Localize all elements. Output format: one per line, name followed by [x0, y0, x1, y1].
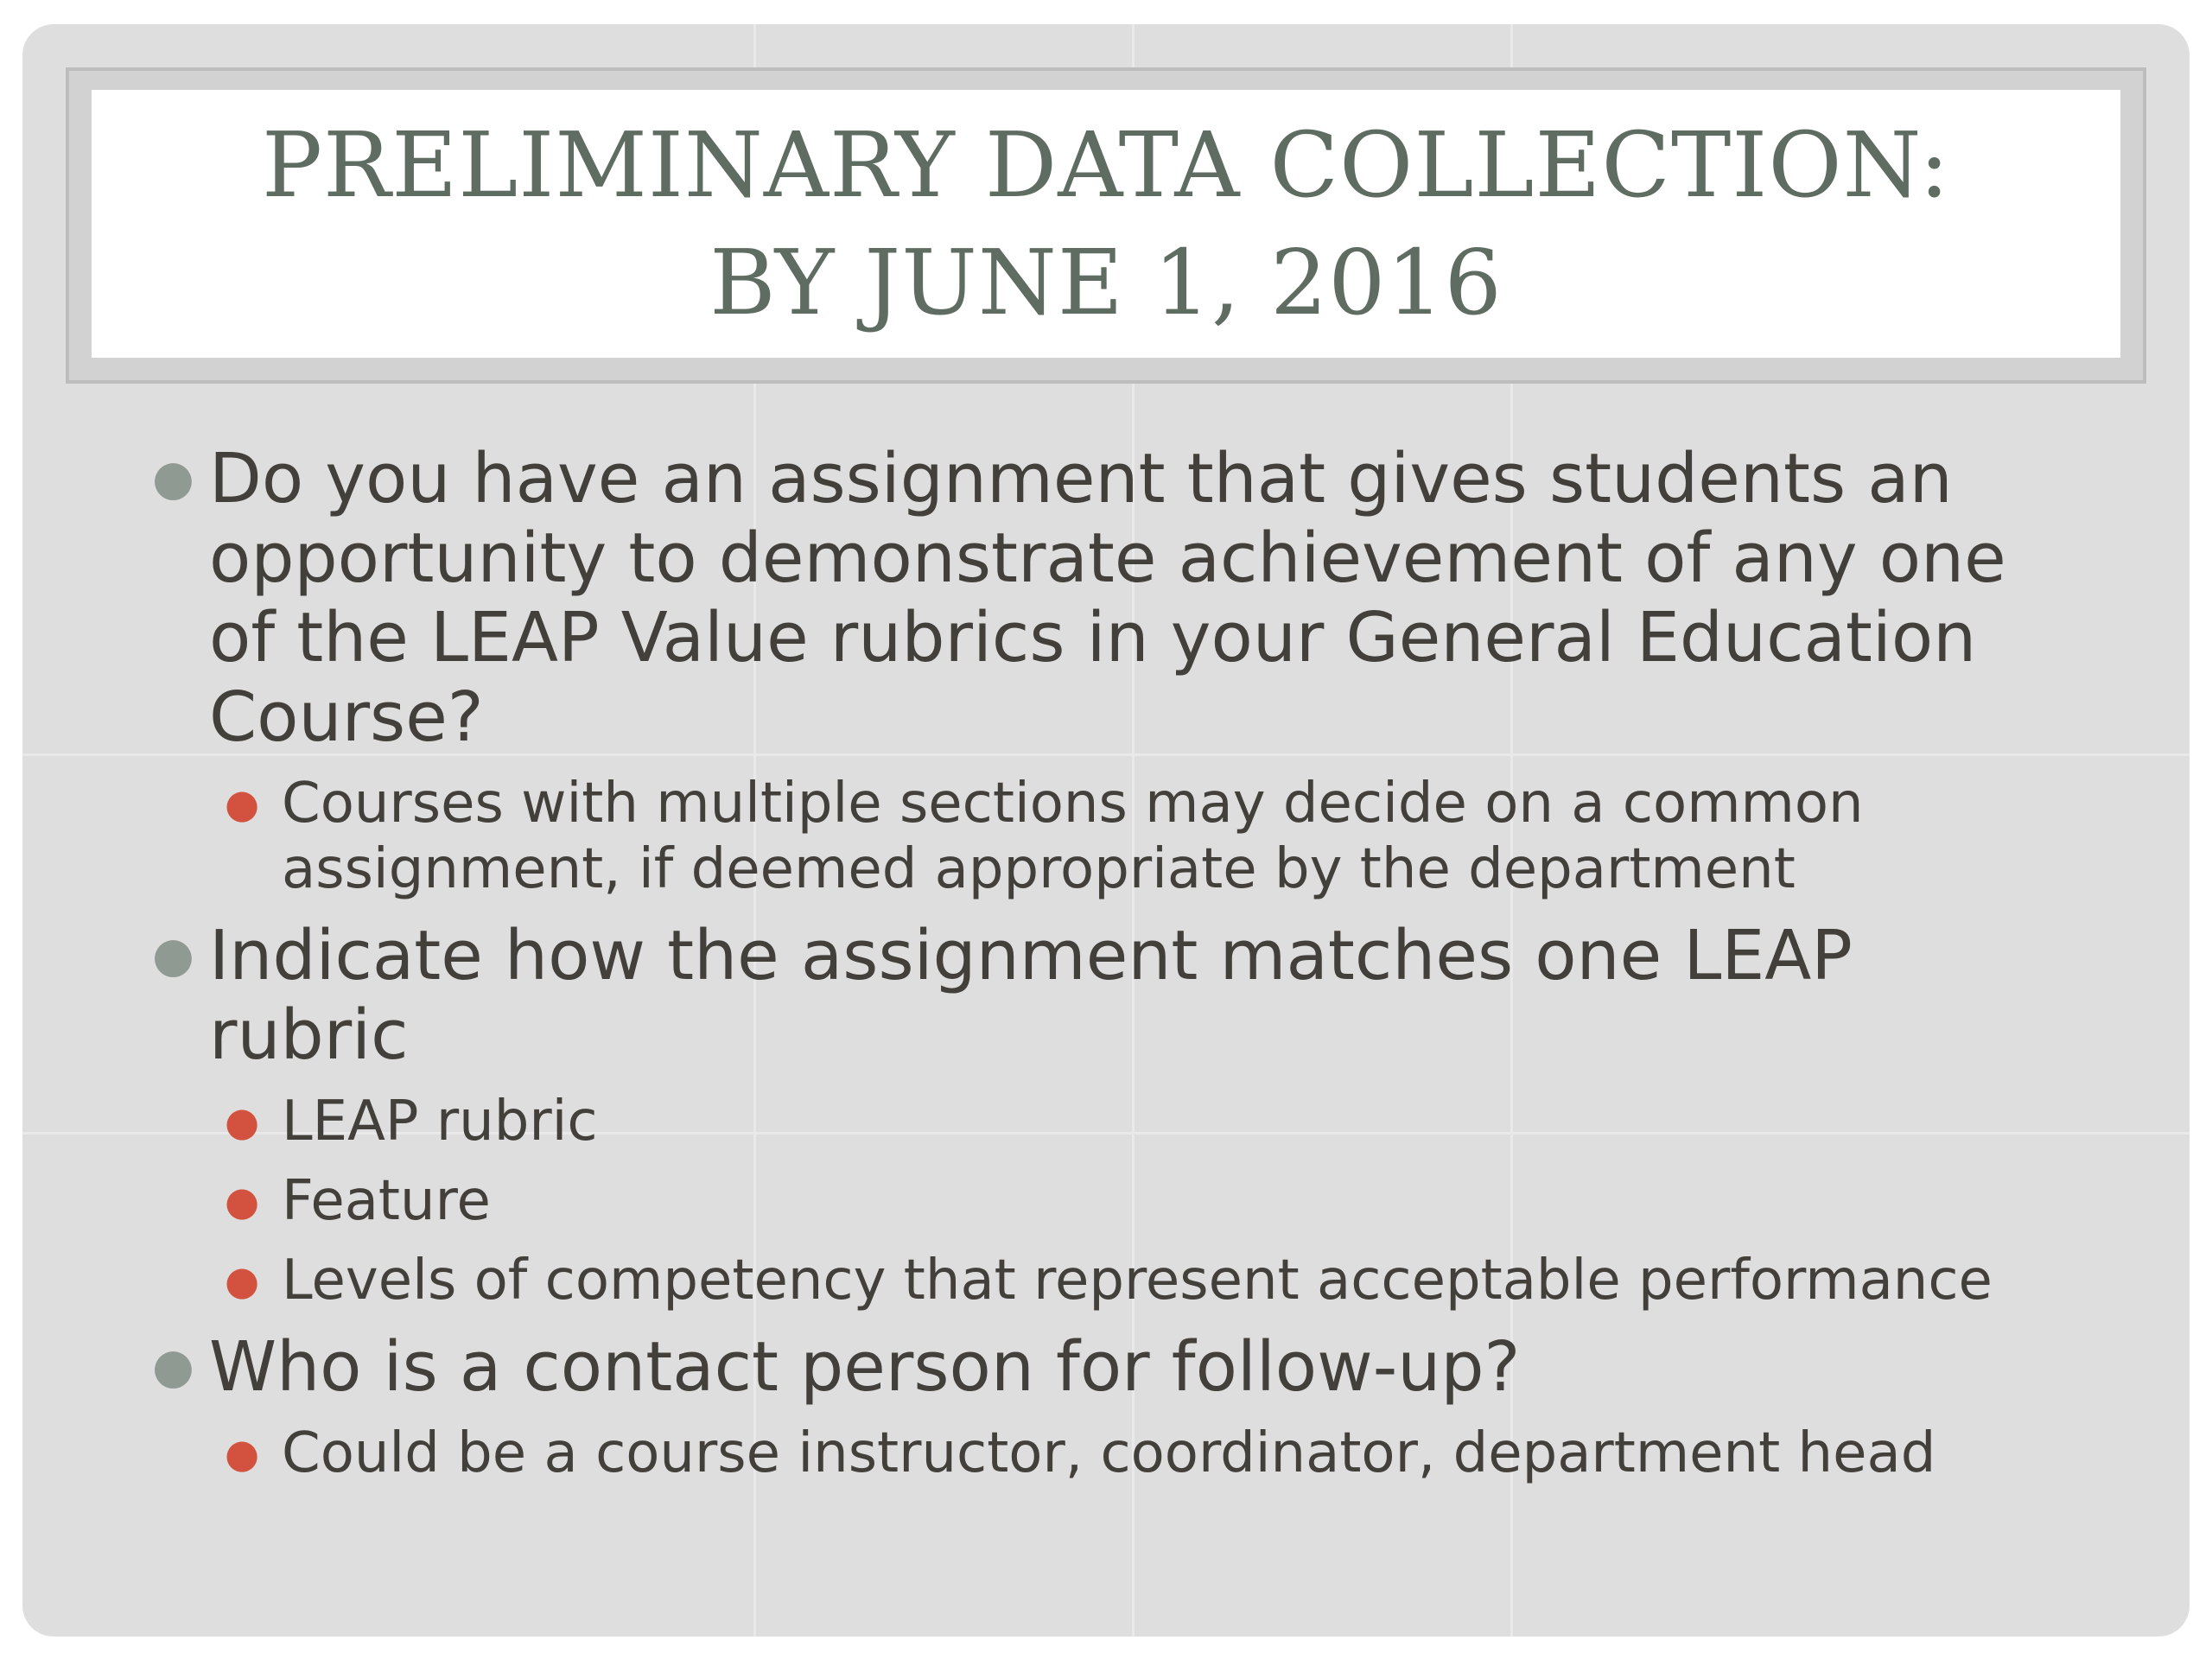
bullet-text: Who is a contact person for follow-up?	[209, 1327, 1521, 1407]
bullet-item	[152, 916, 2070, 1075]
sub-bullet-text: Feature	[282, 1169, 491, 1233]
sub-bullet-item	[152, 1421, 2070, 1486]
title-line-1: PRELIMINARY DATA COLLECTION:	[262, 112, 1950, 218]
bullet-dot-icon: ●	[152, 1338, 194, 1395]
slide-title	[92, 90, 2120, 358]
sub-bullet-dot-icon: ●	[225, 780, 260, 827]
sub-bullet-dot-icon: ●	[225, 1098, 260, 1145]
sub-bullet-dot-icon: ●	[225, 1430, 260, 1477]
sub-bullet-item	[152, 1248, 2070, 1313]
bullet-list	[152, 439, 2070, 1500]
sub-bullet-item	[152, 1168, 2070, 1234]
bullet-item	[152, 439, 2070, 757]
sub-bullet-item	[152, 771, 2070, 902]
sub-bullet-dot-icon: ●	[225, 1257, 260, 1304]
sub-bullet-text: Courses with multiple sections may decide on a common assignment, if deemed appropriate by the department	[282, 772, 1864, 901]
sub-bullet-text: Could be a course instructor, coordinator, department head	[282, 1421, 1936, 1485]
bullet-dot-icon: ●	[152, 450, 194, 506]
title-line-2: BY JUNE 1, 2016	[709, 230, 1503, 335]
bullet-dot-icon: ●	[152, 927, 194, 983]
sub-bullet-dot-icon: ●	[225, 1178, 260, 1224]
slide	[22, 24, 2190, 1637]
sub-bullet-item	[152, 1089, 2070, 1154]
bullet-text: Indicate how the assignment matches one LEAP rubric	[209, 916, 1853, 1075]
bullet-item	[152, 1327, 2070, 1407]
title-frame	[66, 67, 2146, 384]
sub-bullet-text: LEAP rubric	[282, 1090, 598, 1154]
bullet-text: Do you have an assignment that gives students an opportunity to demonstrate achievement of any one of the LEAP Value rubrics in your General Education Course?	[209, 439, 2006, 757]
sub-bullet-text: Levels of competency that represent acceptable performance	[282, 1249, 1993, 1313]
